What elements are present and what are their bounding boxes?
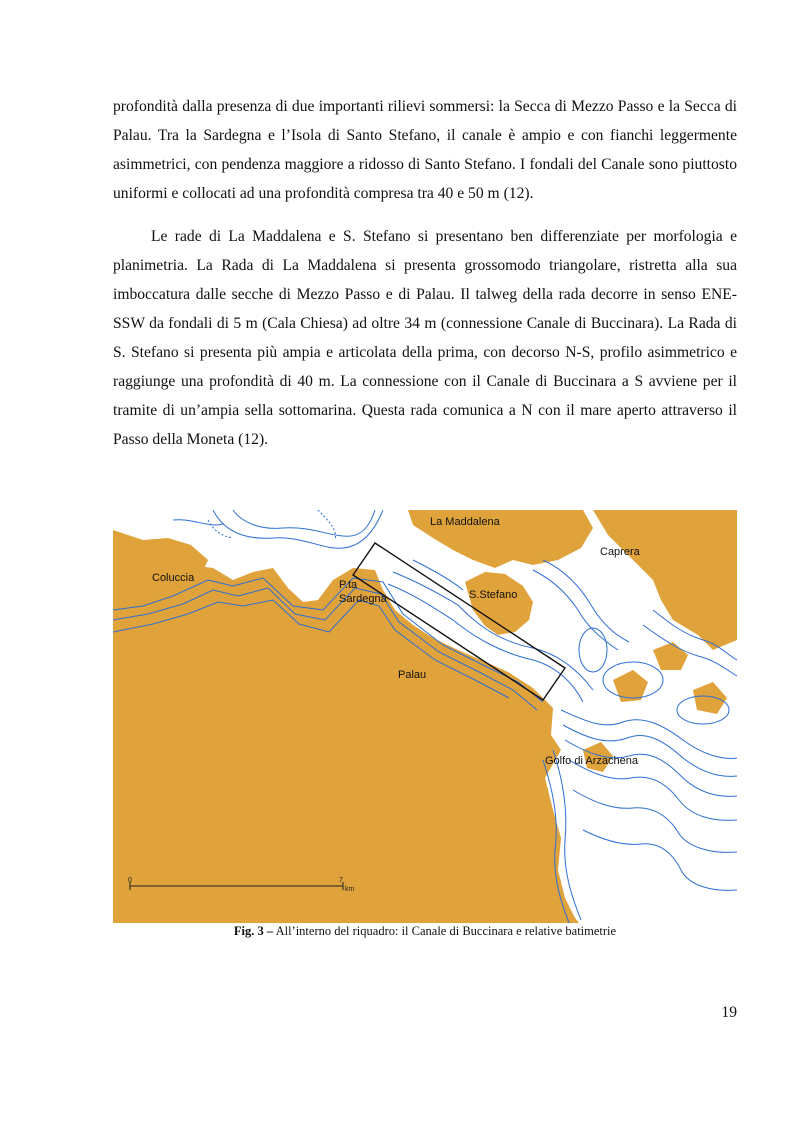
scale-label-start: 0 — [128, 877, 132, 884]
scale-label-unit: km — [345, 886, 355, 893]
caption-text: All’interno del riquadro: il Canale di Buccinara e relative batimetrie — [273, 924, 617, 938]
bathymetric-map — [113, 510, 737, 923]
label-pta: P.ta — [339, 579, 358, 591]
body-paragraph-1: profondità dalla presenza di due importanti rilievi sommersi: la Secca di Mezzo Passo e la Secca di Palau. Tra la Sardegna e l’Isola di Santo Stefano, il canale è ampio e con fianchi leggermente asimmetrici, con pendenza maggiore a ridosso di Santo Stefano. I fondali del Canale sono piuttosto uniformi e collocati ad una profondità compresa tra 40 e 50 m (12). — [113, 98, 737, 202]
scale-label-end: 7 — [339, 877, 343, 884]
label-caprera: Caprera — [600, 546, 640, 558]
label-la-maddalena: La Maddalena — [430, 516, 500, 528]
caption-prefix: Fig. 3 – — [233, 924, 274, 938]
bathymetric-map-figure — [113, 510, 737, 923]
body-paragraph-2: Le rade di La Maddalena e S. Stefano si presentano ben differenziate per morfologia e planimetria. La Rada di La Maddalena si presenta grossomodo triangolare, ristretta alla sua imboccatura dalle secche di Mezzo Passo e di Palau. Il talweg della rada decorre in senso ENE-SSW da fondali di 5 m (Cala Chiesa) ad oltre 34 m (connessione Canale di Buccinara). La Rada di S. Stefano si presenta più ampia e articolata della prima, con decorso N-S, profilo asimmetrico e raggiunge una profondità di 40 m. La connessione con il Canale di Buccinara a S avviene per il tramite di un’ampia sella sottomarina. Questa rada comunica a N con il mare aperto attraverso il Passo della Moneta (12). — [113, 228, 737, 448]
label-palau: Palau — [398, 669, 427, 681]
page-number: 19 — [721, 1004, 737, 1021]
label-s-stefano: S.Stefano — [469, 589, 518, 601]
figure-caption — [113, 922, 737, 940]
label-sardegna: Sardegna — [339, 593, 387, 605]
label-coluccia: Coluccia — [152, 572, 195, 584]
label-golfo-arzachena: Golfo di Arzachena — [545, 755, 638, 767]
